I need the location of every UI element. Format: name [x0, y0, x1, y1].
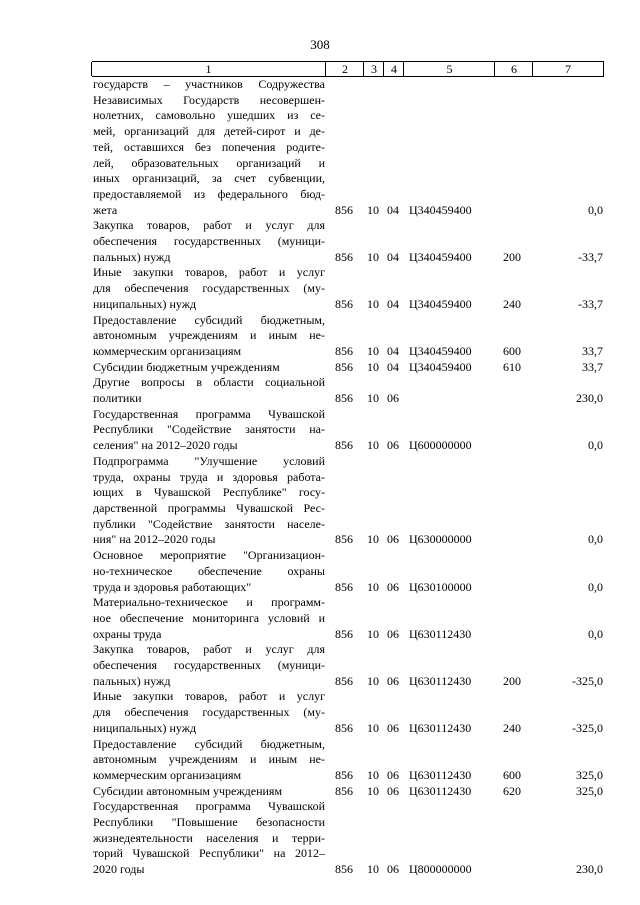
amount: -33,7: [578, 249, 603, 264]
ministry-code: 856: [335, 532, 353, 547]
section-code: 10: [367, 249, 379, 264]
target-article: Ц630000000: [409, 532, 472, 547]
description-line: Подпрограмма "Улучшение условий: [93, 453, 325, 468]
target-article: Ц630112430: [409, 626, 472, 641]
description-line: коммерческим организациям: [93, 767, 242, 782]
description-line: селения" на 2012–2020 годы: [93, 438, 238, 453]
expense-type: 600: [503, 767, 521, 782]
description-line: но-техническое обеспечение охраны: [93, 563, 325, 578]
row-description: [93, 548, 325, 595]
description-line: автономным учреждениям и иным не-: [93, 752, 325, 767]
description-line: труда и здоровья работающих": [93, 579, 252, 594]
amount: 230,0: [576, 391, 603, 406]
subsection-code: 06: [387, 626, 399, 641]
description-line: автономным учреждениям и иным не-: [93, 328, 325, 343]
subsection-code: 06: [387, 720, 399, 735]
header-col-6: 6: [494, 62, 533, 76]
row-description: [93, 454, 325, 548]
expense-type: 200: [503, 673, 521, 688]
row-description: [93, 375, 325, 406]
description-line: Государственная программа Чувашской: [93, 406, 325, 421]
description-line: пальных) нужд: [93, 673, 171, 688]
row-description: [93, 642, 325, 689]
section-code: 10: [367, 532, 379, 547]
description-line: Материально-техническое и программ-: [93, 595, 325, 610]
header-left-border: [91, 62, 92, 76]
amount: 33,7: [582, 343, 603, 358]
section-code: 10: [367, 579, 379, 594]
target-article: Ц800000000: [409, 862, 472, 877]
description-line: политики: [93, 391, 142, 406]
description-line: ное обеспечение мониторинга условий и: [93, 610, 325, 625]
description-line: охраны труда: [93, 626, 162, 641]
amount: 33,7: [582, 359, 603, 374]
description-line: обеспечения государственных (муници-: [93, 658, 325, 673]
description-line: Основное мероприятие "Организацион-: [93, 548, 325, 563]
target-article: Ц340459400: [409, 249, 472, 264]
amount: 325,0: [576, 783, 603, 798]
subsection-code: 04: [387, 359, 399, 374]
table-body: [93, 77, 603, 878]
ministry-code: 856: [335, 673, 353, 688]
subsection-code: 06: [387, 673, 399, 688]
description-line: нолетних, самовольно ушедших из се-: [93, 108, 325, 123]
ministry-code: 856: [335, 783, 353, 798]
amount: 230,0: [576, 862, 603, 877]
table-row: [93, 218, 603, 265]
row-description: [93, 77, 325, 218]
amount: -325,0: [572, 720, 603, 735]
description-line: Субсидии бюджетным учреждениям: [93, 359, 280, 374]
row-description: [93, 784, 325, 800]
header-col-3: 3: [363, 62, 384, 76]
table-row: [93, 784, 603, 800]
description-line: для обеспечения государственных (му-: [93, 281, 325, 296]
description-line: дарственной программы Чувашской Рес-: [93, 500, 325, 515]
ministry-code: 856: [335, 296, 353, 311]
table-row: [93, 548, 603, 595]
expense-type: 610: [503, 359, 521, 374]
description-line: обеспечения государственных (муници-: [93, 234, 325, 249]
table-row: [93, 799, 603, 878]
description-line: коммерческим организациям: [93, 343, 242, 358]
subsection-code: 06: [387, 391, 399, 406]
expense-type: 620: [503, 783, 521, 798]
description-line: Независимых Государств несовершен-: [93, 92, 325, 107]
header-col-2: 2: [325, 62, 364, 76]
target-article: Ц630112430: [409, 673, 472, 688]
target-article: Ц630112430: [409, 783, 472, 798]
section-code: 10: [367, 438, 379, 453]
ministry-code: 856: [335, 720, 353, 735]
table-row: [93, 375, 603, 406]
row-description: [93, 313, 325, 360]
expense-type: 240: [503, 720, 521, 735]
description-line: ниципальных) нужд: [93, 720, 197, 735]
row-description: [93, 407, 325, 454]
description-line: Иные закупки товаров, работ и услуг: [93, 689, 325, 704]
description-line: Республики "Содействие занятости на-: [93, 422, 325, 437]
description-line: лей, образовательных организаций и: [93, 155, 325, 170]
description-line: ниципальных) нужд: [93, 296, 197, 311]
description-line: Субсидии автономным учреждениям: [93, 783, 283, 798]
description-line: торий Чувашской Республики" на 2012–: [93, 846, 325, 861]
subsection-code: 06: [387, 532, 399, 547]
row-description: [93, 595, 325, 642]
section-code: 10: [367, 626, 379, 641]
table-row: [93, 407, 603, 454]
table-row: [93, 313, 603, 360]
amount: -33,7: [578, 296, 603, 311]
target-article: Ц630112430: [409, 767, 472, 782]
amount: 0,0: [588, 202, 603, 217]
row-description: [93, 265, 325, 312]
row-description: [93, 689, 325, 736]
ministry-code: 856: [335, 862, 353, 877]
description-line: Иные закупки товаров, работ и услуг: [93, 265, 325, 280]
table-row: [93, 454, 603, 548]
section-code: 10: [367, 862, 379, 877]
description-line: тей, оставшихся без попечения родите-: [93, 139, 325, 154]
description-line: государств – участников Содружества: [93, 77, 325, 91]
expense-type: 600: [503, 343, 521, 358]
section-code: 10: [367, 783, 379, 798]
description-line: Закупка товаров, работ и услуг для: [93, 218, 325, 233]
subsection-code: 04: [387, 202, 399, 217]
target-article: Ц630100000: [409, 579, 472, 594]
target-article: Ц340459400: [409, 343, 472, 358]
table-row: [93, 360, 603, 376]
target-article: Ц600000000: [409, 438, 472, 453]
expense-type: 200: [503, 249, 521, 264]
ministry-code: 856: [335, 343, 353, 358]
section-code: 10: [367, 343, 379, 358]
description-line: ющих в Чувашской Республике" госу-: [93, 485, 325, 500]
header-col-5: 5: [403, 62, 495, 76]
description-line: труда, охраны труда и здоровья работа-: [93, 469, 325, 484]
ministry-code: 856: [335, 767, 353, 782]
description-line: публики "Содействие занятости населе-: [93, 516, 325, 531]
amount: 0,0: [588, 532, 603, 547]
section-code: 10: [367, 202, 379, 217]
description-line: Предоставление субсидий бюджетным,: [93, 312, 325, 327]
target-article: Ц340459400: [409, 202, 472, 217]
description-line: Закупка товаров, работ и услуг для: [93, 642, 325, 657]
table-row: [93, 595, 603, 642]
amount: -325,0: [572, 673, 603, 688]
target-article: Ц340459400: [409, 296, 472, 311]
section-code: 10: [367, 296, 379, 311]
subsection-code: 06: [387, 783, 399, 798]
subsection-code: 06: [387, 438, 399, 453]
description-line: пальных) нужд: [93, 249, 171, 264]
ministry-code: 856: [335, 359, 353, 374]
section-code: 10: [367, 391, 379, 406]
table-row: [93, 689, 603, 736]
expense-type: 240: [503, 296, 521, 311]
section-code: 10: [367, 673, 379, 688]
table-row: [93, 265, 603, 312]
subsection-code: 06: [387, 579, 399, 594]
target-article: Ц340459400: [409, 359, 472, 374]
subsection-code: 04: [387, 343, 399, 358]
table-row: [93, 642, 603, 689]
description-line: жета: [93, 202, 118, 217]
description-line: жизнедеятельности населения и терри-: [93, 830, 325, 845]
subsection-code: 06: [387, 767, 399, 782]
description-line: ния" на 2012–2020 годы: [93, 532, 216, 547]
row-description: [93, 737, 325, 784]
table-header: [92, 61, 604, 77]
header-col-1: 1: [205, 62, 212, 76]
table-row: [93, 77, 603, 218]
table-row: [93, 737, 603, 784]
ministry-code: 856: [335, 249, 353, 264]
subsection-code: 04: [387, 249, 399, 264]
ministry-code: 856: [335, 391, 353, 406]
subsection-code: 06: [387, 862, 399, 877]
description-line: мей, организаций для детей-сирот и де-: [93, 124, 325, 139]
page-number: 308: [310, 37, 330, 52]
description-line: Республики "Повышение безопасности: [93, 815, 325, 830]
header-col-4: 4: [383, 62, 404, 76]
description-line: предоставляемой из федерального бюд-: [93, 186, 325, 201]
ministry-code: 856: [335, 626, 353, 641]
section-code: 10: [367, 359, 379, 374]
section-code: 10: [367, 720, 379, 735]
description-line: иных организаций, за счет субвенции,: [93, 171, 325, 186]
row-description: [93, 360, 325, 376]
ministry-code: 856: [335, 202, 353, 217]
ministry-code: 856: [335, 579, 353, 594]
row-description: [93, 218, 325, 265]
header-col-7: 7: [532, 62, 604, 76]
description-line: Предоставление субсидий бюджетным,: [93, 736, 325, 751]
description-line: 2020 годы: [93, 862, 145, 877]
ministry-code: 856: [335, 438, 353, 453]
amount: 0,0: [588, 626, 603, 641]
row-description: [93, 799, 325, 878]
target-article: Ц630112430: [409, 720, 472, 735]
amount: 0,0: [588, 579, 603, 594]
description-line: для обеспечения государственных (му-: [93, 705, 325, 720]
section-code: 10: [367, 767, 379, 782]
description-line: Другие вопросы в области социальной: [93, 375, 325, 390]
amount: 325,0: [576, 767, 603, 782]
description-line: Государственная программа Чувашской: [93, 799, 325, 814]
amount: 0,0: [588, 438, 603, 453]
subsection-code: 04: [387, 296, 399, 311]
